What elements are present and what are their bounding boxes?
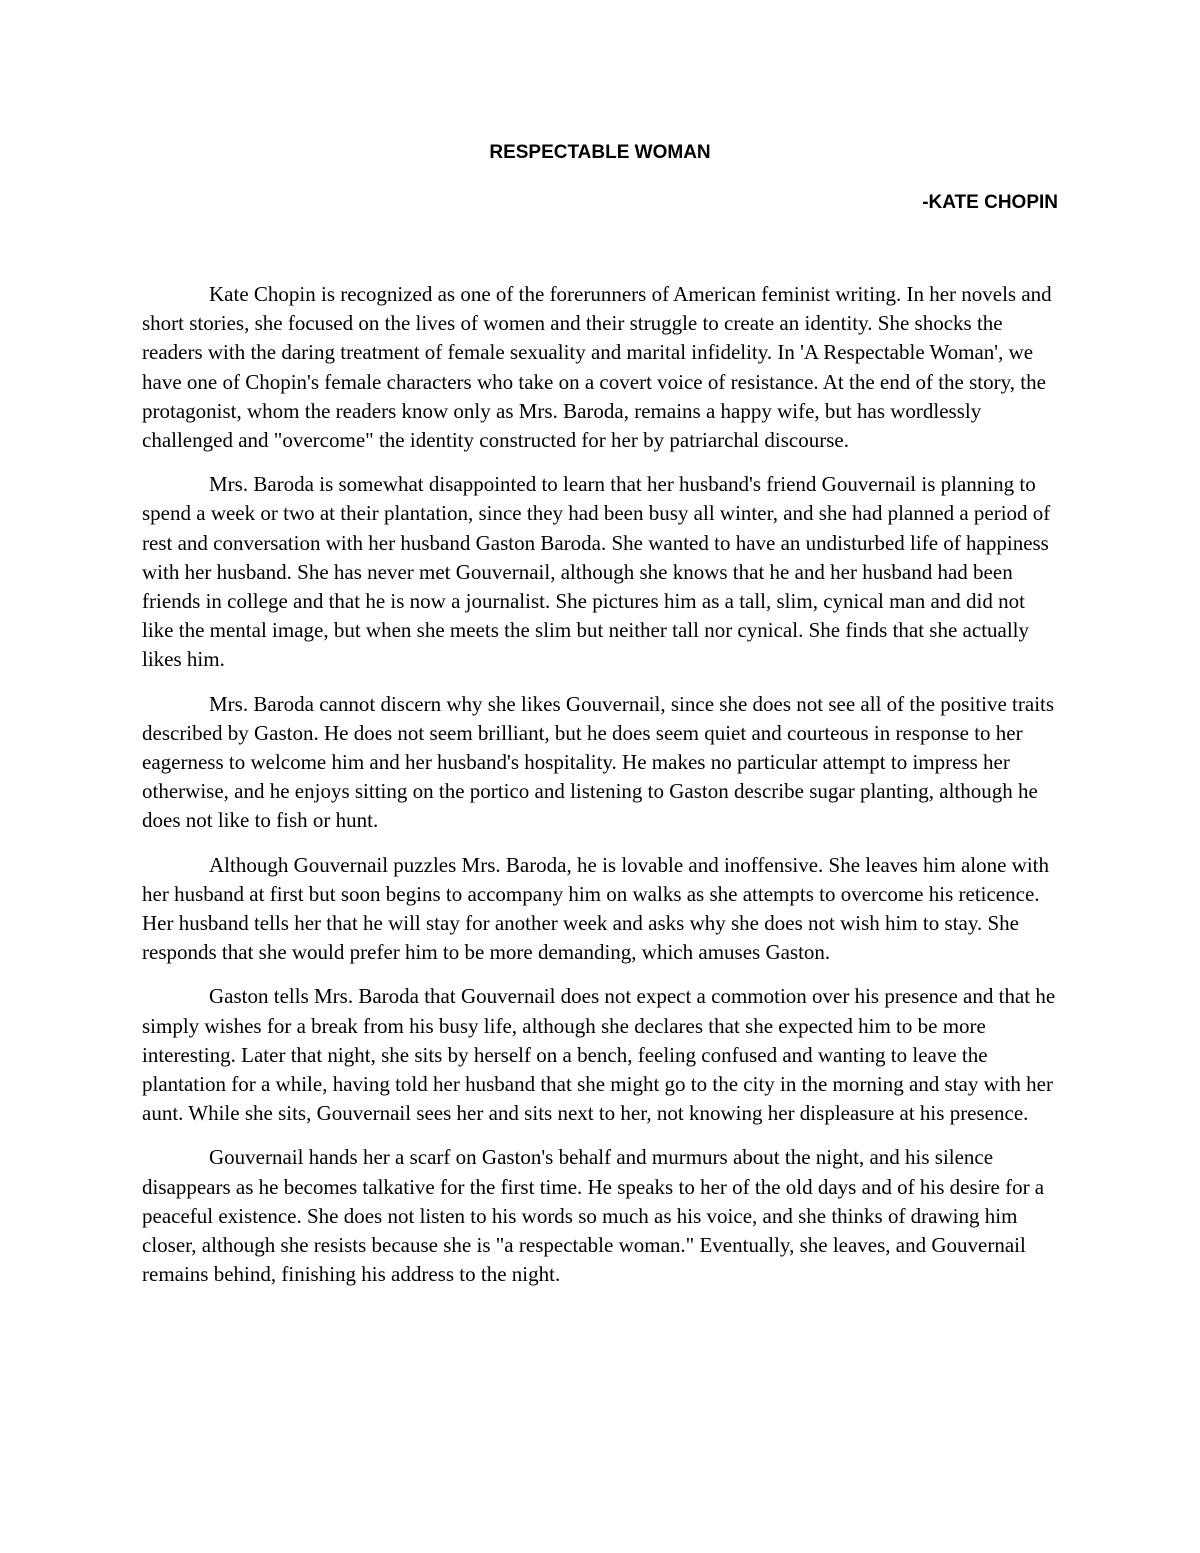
document-author: -KATE CHOPIN	[922, 192, 1058, 213]
document-body	[142, 280, 1057, 1305]
paragraph: Gaston tells Mrs. Baroda that Gouvernail does not expect a commotion over his presence and that he simply wishes for a break from his busy life, although she declares that she expected him to be more interesting. Later that night, she sits by herself on a bench, feeling confused and wanting to leave the plantation for a while, having told her husband that she might go to the city in the morning and stay with her aunt. While she sits, Gouvernail sees her and sits next to her, not knowing her displeasure at his presence.	[142, 984, 1056, 1126]
paragraph: Mrs. Baroda cannot discern why she likes Gouvernail, since she does not see all of the positive traits described by Gaston. He does not seem brilliant, but he does seem quiet and courteous in response to her eagerness to welcome him and her husband's hospitality. He makes no particular attempt to impress her otherwise, and he enjoys sitting on the portico and listening to Gaston describe sugar planting, although he does not like to fish or hunt.	[142, 691, 1055, 833]
paragraph: Gouvernail hands her a scarf on Gaston's behalf and murmurs about the night, and his silence disappears as he becomes talkative for the first time. He speaks to her of the old days and of his desire for a peaceful existence. She does not listen to his words so much as his voice, and she thinks of drawing him closer, although she resists because she is "a respectable woman." Eventually, she leaves, and Gouvernail remains behind, finishing his address to the night.	[142, 1145, 1045, 1287]
document-title: RESPECTABLE WOMAN	[489, 142, 711, 163]
paragraph: Mrs. Baroda is somewhat disappointed to learn that her husband's friend Gouvernail is planning to spend a week or two at their plantation, since they had been busy all winter, and she had planned a period of rest and conversation with her husband Gaston Baroda. She wanted to have an undisturbed life of happiness with her husband. She has never met Gouvernail, although she knows that he and her husband had been friends in college and that he is now a journalist. She pictures him as a tall, slim, cynical man and did not like the mental image, but when she meets the slim but neither tall nor cynical. She finds that she actually likes him.	[142, 472, 1051, 672]
paragraph: Although Gouvernail puzzles Mrs. Baroda, he is lovable and inoffensive. She leaves him alone with her husband at first but soon begins to accompany him on walks as she attempts to overcome his reticence. Her husband tells her that he will stay for another week and asks why she does not wish him to stay. She responds that she would prefer him to be more demanding, which amuses Gaston.	[142, 852, 1049, 965]
paragraph: Kate Chopin is recognized as one of the forerunners of American feminist writing. In her novels and short stories, she focused on the lives of women and their struggle to create an identity. She shocks the readers with the daring treatment of female sexuality and marital infidelity. In 'A Respectable Woman', we have one of Chopin's female characters who take on a covert voice of resistance. At the end of the story, the protagonist, whom the readers know only as Mrs. Baroda, remains a happy wife, but has wordlessly challenged and "overcome" the identity constructed for her by patriarchal discourse.	[142, 282, 1052, 453]
